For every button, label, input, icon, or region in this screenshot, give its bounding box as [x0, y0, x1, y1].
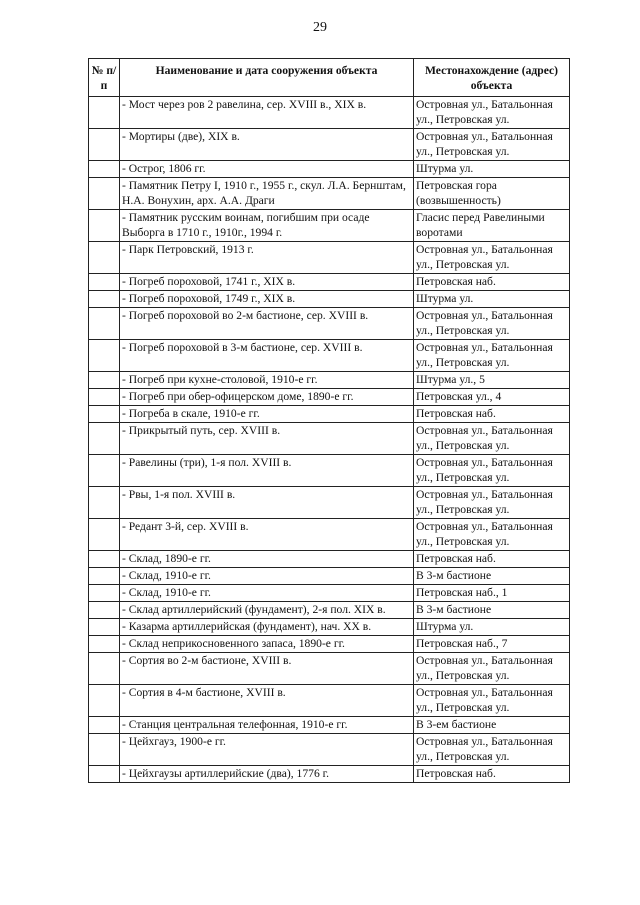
object-name-cell: - Сортия в 4-м бастионе, XVIII в. — [120, 685, 414, 717]
object-name-cell: - Погреб пороховой, 1749 г., XIX в. — [120, 291, 414, 308]
object-location-cell: Штурма ул. — [414, 619, 570, 636]
object-name-cell: - Погреб пороховой во 2-м бастионе, сер. XVIII в. — [120, 308, 414, 340]
object-location-cell: Петровская наб. — [414, 551, 570, 568]
row-num-cell — [89, 551, 120, 568]
row-num-cell — [89, 406, 120, 423]
table-row — [89, 242, 570, 274]
object-location-cell: Островная ул., Батальонная ул., Петровская ул. — [414, 519, 570, 551]
row-num-cell — [89, 340, 120, 372]
object-name-cell: - Цейхгауз, 1900-е гг. — [120, 734, 414, 766]
row-num-cell — [89, 389, 120, 406]
object-location-cell: Островная ул., Батальонная ул., Петровская ул. — [414, 423, 570, 455]
row-num-cell — [89, 519, 120, 551]
object-name-cell: - Склад, 1910-е гг. — [120, 585, 414, 602]
header-location: Местонахождение (адрес) объекта — [414, 59, 570, 97]
table-row — [89, 308, 570, 340]
table-row — [89, 636, 570, 653]
table-row — [89, 274, 570, 291]
object-location-cell: Петровская ул., 4 — [414, 389, 570, 406]
row-num-cell — [89, 636, 120, 653]
object-location-cell: Островная ул., Батальонная ул., Петровская ул. — [414, 734, 570, 766]
table-row — [89, 178, 570, 210]
row-num-cell — [89, 585, 120, 602]
heritage-objects-table — [88, 58, 570, 783]
object-location-cell: Островная ул., Батальонная ул., Петровская ул. — [414, 242, 570, 274]
object-name-cell: - Погреб пороховой в 3-м бастионе, сер. XVIII в. — [120, 340, 414, 372]
object-name-cell: - Цейхгаузы артиллерийские (два), 1776 г. — [120, 766, 414, 783]
header-num: № п/п — [89, 59, 120, 97]
object-location-cell: Петровская наб., 7 — [414, 636, 570, 653]
object-name-cell: - Погреб при кухне-столовой, 1910-е гг. — [120, 372, 414, 389]
row-num-cell — [89, 766, 120, 783]
object-location-cell: В 3-м бастионе — [414, 602, 570, 619]
row-num-cell — [89, 161, 120, 178]
row-num-cell — [89, 653, 120, 685]
object-name-cell: - Мост через ров 2 равелина, сер. XVIII в., XIX в. — [120, 97, 414, 129]
object-location-cell: Островная ул., Батальонная ул., Петровская ул. — [414, 129, 570, 161]
row-num-cell — [89, 178, 120, 210]
row-num-cell — [89, 717, 120, 734]
page-number: 29 — [313, 20, 327, 35]
object-name-cell: - Погреб пороховой, 1741 г., XIX в. — [120, 274, 414, 291]
object-location-cell: Петровская наб. — [414, 406, 570, 423]
table-row — [89, 519, 570, 551]
object-name-cell: - Мортиры (две), XIX в. — [120, 129, 414, 161]
object-location-cell: В 3-ем бастионе — [414, 717, 570, 734]
table-row — [89, 161, 570, 178]
object-location-cell: Петровская гора (возвышенность) — [414, 178, 570, 210]
object-name-cell: - Парк Петровский, 1913 г. — [120, 242, 414, 274]
object-location-cell: Штурма ул. — [414, 291, 570, 308]
table-row — [89, 766, 570, 783]
object-location-cell: Петровская наб. — [414, 766, 570, 783]
object-name-cell: - Склад, 1890-е гг. — [120, 551, 414, 568]
table-row — [89, 340, 570, 372]
table-row — [89, 487, 570, 519]
object-location-cell: Штурма ул., 5 — [414, 372, 570, 389]
table-row — [89, 653, 570, 685]
object-location-cell: Островная ул., Батальонная ул., Петровская ул. — [414, 653, 570, 685]
table-row — [89, 389, 570, 406]
row-num-cell — [89, 308, 120, 340]
header-name: Наименование и дата сооружения объекта — [120, 59, 414, 97]
row-num-cell — [89, 129, 120, 161]
object-name-cell: - Редант 3-й, сер. XVIII в. — [120, 519, 414, 551]
table-row — [89, 291, 570, 308]
object-name-cell: - Погреб при обер-офицерском доме, 1890-е гг. — [120, 389, 414, 406]
table-row — [89, 423, 570, 455]
table-row — [89, 619, 570, 636]
table-row — [89, 551, 570, 568]
row-num-cell — [89, 619, 120, 636]
object-name-cell: - Памятник Петру I, 1910 г., 1955 г., скул. Л.А. Бернштам, Н.А. Вонухин, арх. А.А. Драги — [120, 178, 414, 210]
object-name-cell: - Острог, 1806 гг. — [120, 161, 414, 178]
row-num-cell — [89, 734, 120, 766]
table-row — [89, 734, 570, 766]
object-name-cell: - Прикрытый путь, сер. XVIII в. — [120, 423, 414, 455]
object-name-cell: - Казарма артиллерийская (фундамент), нач. XX в. — [120, 619, 414, 636]
object-location-cell: Штурма ул. — [414, 161, 570, 178]
row-num-cell — [89, 274, 120, 291]
object-location-cell: Островная ул., Батальонная ул., Петровская ул. — [414, 487, 570, 519]
table-row — [89, 406, 570, 423]
row-num-cell — [89, 423, 120, 455]
row-num-cell — [89, 685, 120, 717]
object-name-cell: - Равелины (три), 1-я пол. XVIII в. — [120, 455, 414, 487]
table-row — [89, 210, 570, 242]
table-body — [89, 97, 570, 783]
object-location-cell: Островная ул., Батальонная ул., Петровская ул. — [414, 685, 570, 717]
object-name-cell: - Станция центральная телефонная, 1910-е гг. — [120, 717, 414, 734]
table-row — [89, 129, 570, 161]
table-row — [89, 97, 570, 129]
table-row — [89, 717, 570, 734]
object-location-cell: Петровская наб., 1 — [414, 585, 570, 602]
object-name-cell: - Сортия во 2-м бастионе, XVIII в. — [120, 653, 414, 685]
row-num-cell — [89, 602, 120, 619]
row-num-cell — [89, 210, 120, 242]
object-location-cell: Островная ул., Батальонная ул., Петровская ул. — [414, 455, 570, 487]
table-row — [89, 568, 570, 585]
object-name-cell: - Склад неприкосновенного запаса, 1890-е гг. — [120, 636, 414, 653]
row-num-cell — [89, 372, 120, 389]
object-location-cell: Островная ул., Батальонная ул., Петровская ул. — [414, 308, 570, 340]
row-num-cell — [89, 97, 120, 129]
table-header-row — [89, 59, 570, 97]
row-num-cell — [89, 455, 120, 487]
table-row — [89, 602, 570, 619]
object-location-cell: Гласис перед Равелиными воротами — [414, 210, 570, 242]
table-row — [89, 585, 570, 602]
object-location-cell: Островная ул., Батальонная ул., Петровская ул. — [414, 340, 570, 372]
object-location-cell: В 3-м бастионе — [414, 568, 570, 585]
row-num-cell — [89, 568, 120, 585]
row-num-cell — [89, 242, 120, 274]
object-location-cell: Островная ул., Батальонная ул., Петровская ул. — [414, 97, 570, 129]
object-name-cell: - Памятник русским воинам, погибшим при осаде Выборга в 1710 г., 1910г., 1994 г. — [120, 210, 414, 242]
row-num-cell — [89, 487, 120, 519]
object-location-cell: Петровская наб. — [414, 274, 570, 291]
table-row — [89, 685, 570, 717]
object-name-cell: - Рвы, 1-я пол. XVIII в. — [120, 487, 414, 519]
table-row — [89, 372, 570, 389]
object-name-cell: - Склад артиллерийский (фундамент), 2-я пол. XIX в. — [120, 602, 414, 619]
object-name-cell: - Погреба в скале, 1910-е гг. — [120, 406, 414, 423]
row-num-cell — [89, 291, 120, 308]
table-row — [89, 455, 570, 487]
object-name-cell: - Склад, 1910-е гг. — [120, 568, 414, 585]
